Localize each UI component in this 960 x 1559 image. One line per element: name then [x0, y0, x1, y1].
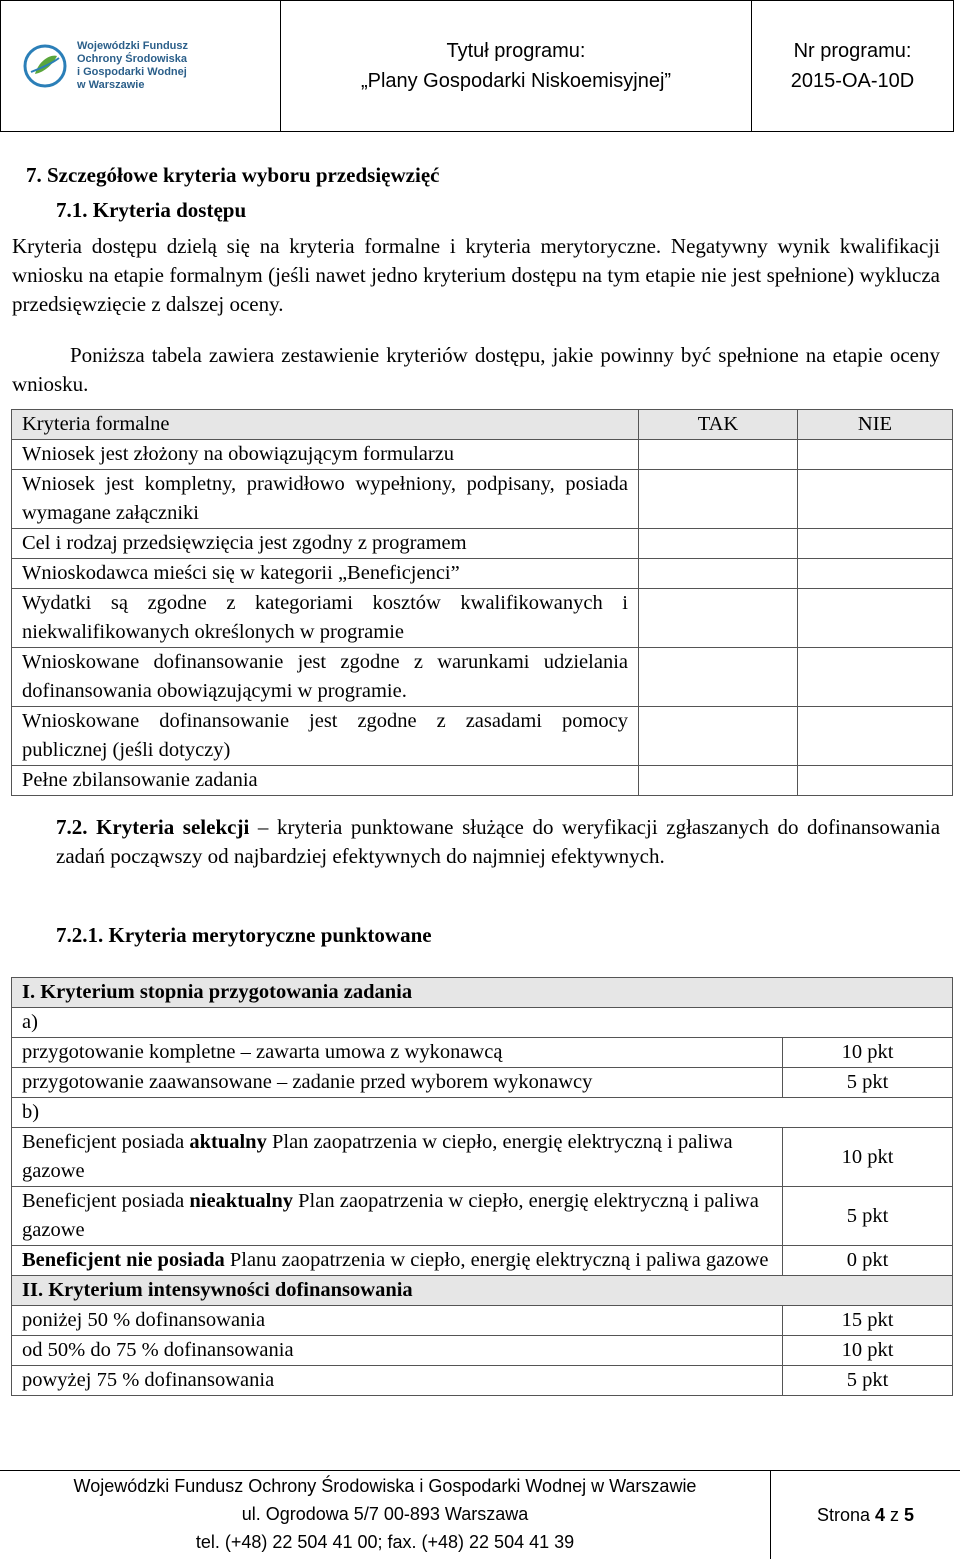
merit-criteria-heading: 7.2.1. Kryteria merytoryczne punktowane — [56, 923, 432, 947]
program-number-value: 2015-OA-10D — [790, 70, 915, 92]
yes-cell — [639, 766, 798, 796]
table-row: powyżej 75 % dofinansowania 5 pkt — [12, 1366, 953, 1396]
table-intro-paragraph: Poniższa tabela zawiera zestawienie kryteriów dostępu, jakie powinny być spełnione na etapie oceny wniosku. — [12, 343, 940, 396]
wfosigw-logo-icon — [21, 42, 69, 90]
program-title-label: Tytuł programu: — [446, 40, 586, 62]
merit-points-table — [11, 977, 953, 1396]
criterion-1-title: I. Kryterium stopnia przygotowania zadania — [12, 978, 953, 1008]
table-row: Wniosek jest złożony na obowiązującym formularzu — [12, 440, 953, 470]
page-number: Strona 4 z 5 — [816, 1504, 915, 1525]
table-row: Wydatki są zgodne z kategoriami kosztów kwalifikowanych i niekwalifikowanych określonych w programie — [12, 589, 953, 648]
yes-cell — [639, 707, 798, 766]
subsection-heading: 7.1. Kryteria dostępu — [56, 198, 247, 222]
table-row: Beneficjent nie posiada Planu zaopatrzenia w ciepło, energię elektryczną i paliwa gazowe 0 pkt — [12, 1246, 953, 1276]
criterion-title-row — [12, 1276, 953, 1306]
program-number-cell — [752, 1, 953, 131]
no-cell — [798, 470, 953, 529]
selection-criteria-term: Kryteria selekcji — [96, 815, 250, 839]
program-title-cell — [281, 1, 752, 131]
intro-paragraph: Kryteria dostępu dzielą się na kryteria formalne i kryteria merytoryczne. Negatywny wynik kwalifikacji wniosku na etapie formalnym (jeśli nawet jedno kryterium dostępu na tym etapie nie jest spełnione) wyklucza przedsięwzięcie z dalszej oceny. — [12, 234, 940, 316]
selection-criteria-paragraph — [56, 813, 940, 871]
page-header — [0, 0, 954, 132]
yes-cell — [639, 589, 798, 648]
table-row: od 50% do 75 % dofinansowania 10 pkt — [12, 1336, 953, 1366]
no-cell — [798, 766, 953, 796]
selection-criteria-text: – kryteria punktowane służące do weryfikacji zgłaszanych do dofinansowania zadań począwszy od najbardziej efektywnych do najmniej efektywnych. — [56, 815, 941, 868]
group-label-row: b) — [12, 1098, 953, 1128]
yes-cell — [639, 559, 798, 589]
footer-address — [0, 1471, 771, 1559]
no-cell — [798, 559, 953, 589]
yes-cell — [639, 470, 798, 529]
table-row: Beneficjent posiada aktualny Plan zaopatrzenia w ciepło, energię elektryczną i paliwa gazowe 10 pkt — [12, 1128, 953, 1187]
table-row: Pełne zbilansowanie zadania — [12, 766, 953, 796]
formal-criteria-table — [11, 409, 953, 796]
table-row: przygotowanie kompletne – zawarta umowa z wykonawcą 10 pkt — [12, 1038, 953, 1068]
criterion-title-row — [12, 978, 953, 1008]
points-cell: 10 pkt — [783, 1336, 953, 1366]
page-footer — [0, 1470, 960, 1559]
yes-cell — [639, 440, 798, 470]
header-yes: TAK — [639, 410, 798, 440]
table-row: Wnioskowane dofinansowanie jest zgodne z zasadami pomocy publicznej (jeśli dotyczy) — [12, 707, 953, 766]
criterion-2-title: II. Kryterium intensywności dofinansowania — [12, 1276, 953, 1306]
section-heading: 7. Szczegółowe kryteria wyboru przedsięwzięć — [26, 163, 440, 187]
yes-cell — [639, 648, 798, 707]
no-cell — [798, 707, 953, 766]
table-row: Wniosek jest kompletny, prawidłowo wypełniony, podpisany, posiada wymagane załączniki — [12, 470, 953, 529]
points-cell: 0 pkt — [783, 1246, 953, 1276]
logo-text: Wojewódzki Fundusz Ochrony Środowiska i Gospodarki Wodnej w Warszawie — [77, 40, 189, 91]
table-row: Cel i rodzaj przedsięwzięcia jest zgodny z programem — [12, 529, 953, 559]
group-label-row: a) — [12, 1008, 953, 1038]
program-title-value: „Plany Gospodarki Niskoemisyjnej” — [360, 70, 672, 92]
no-cell — [798, 529, 953, 559]
footer-phone: tel. (+48) 22 504 41 00; fax. (+48) 22 504 41 39 — [195, 1532, 575, 1552]
yes-cell — [639, 529, 798, 559]
points-cell: 10 pkt — [783, 1038, 953, 1068]
header-formal-criteria: Kryteria formalne — [12, 410, 639, 440]
points-cell: 5 pkt — [783, 1366, 953, 1396]
table-row: Wnioskowane dofinansowanie jest zgodne z warunkami udzielania dofinansowania obowiązującymi w programie. — [12, 648, 953, 707]
table-row: przygotowanie zaawansowane – zadanie przed wyborem wykonawcy 5 pkt — [12, 1068, 953, 1098]
table-row: Wnioskodawca mieści się w kategorii „Beneficjenci” — [12, 559, 953, 589]
logo-cell — [1, 1, 281, 131]
points-cell: 15 pkt — [783, 1306, 953, 1336]
header-no: NIE — [798, 410, 953, 440]
program-number-label: Nr programu: — [793, 40, 912, 62]
points-cell: 5 pkt — [783, 1187, 953, 1246]
points-cell: 5 pkt — [783, 1068, 953, 1098]
section-number: 7.2. — [56, 815, 88, 839]
table-header-row — [12, 410, 953, 440]
footer-street: ul. Ogrodowa 5/7 00-893 Warszawa — [241, 1504, 529, 1524]
table-row: Beneficjent posiada nieaktualny Plan zaopatrzenia w ciepło, energię elektryczną i paliwa gazowe 5 pkt — [12, 1187, 953, 1246]
footer-institution: Wojewódzki Fundusz Ochrony Środowiska i Gospodarki Wodnej w Warszawie — [73, 1476, 697, 1496]
table-row: poniżej 50 % dofinansowania 15 pkt — [12, 1306, 953, 1336]
no-cell — [798, 589, 953, 648]
points-cell: 10 pkt — [783, 1128, 953, 1187]
no-cell — [798, 440, 953, 470]
no-cell — [798, 648, 953, 707]
